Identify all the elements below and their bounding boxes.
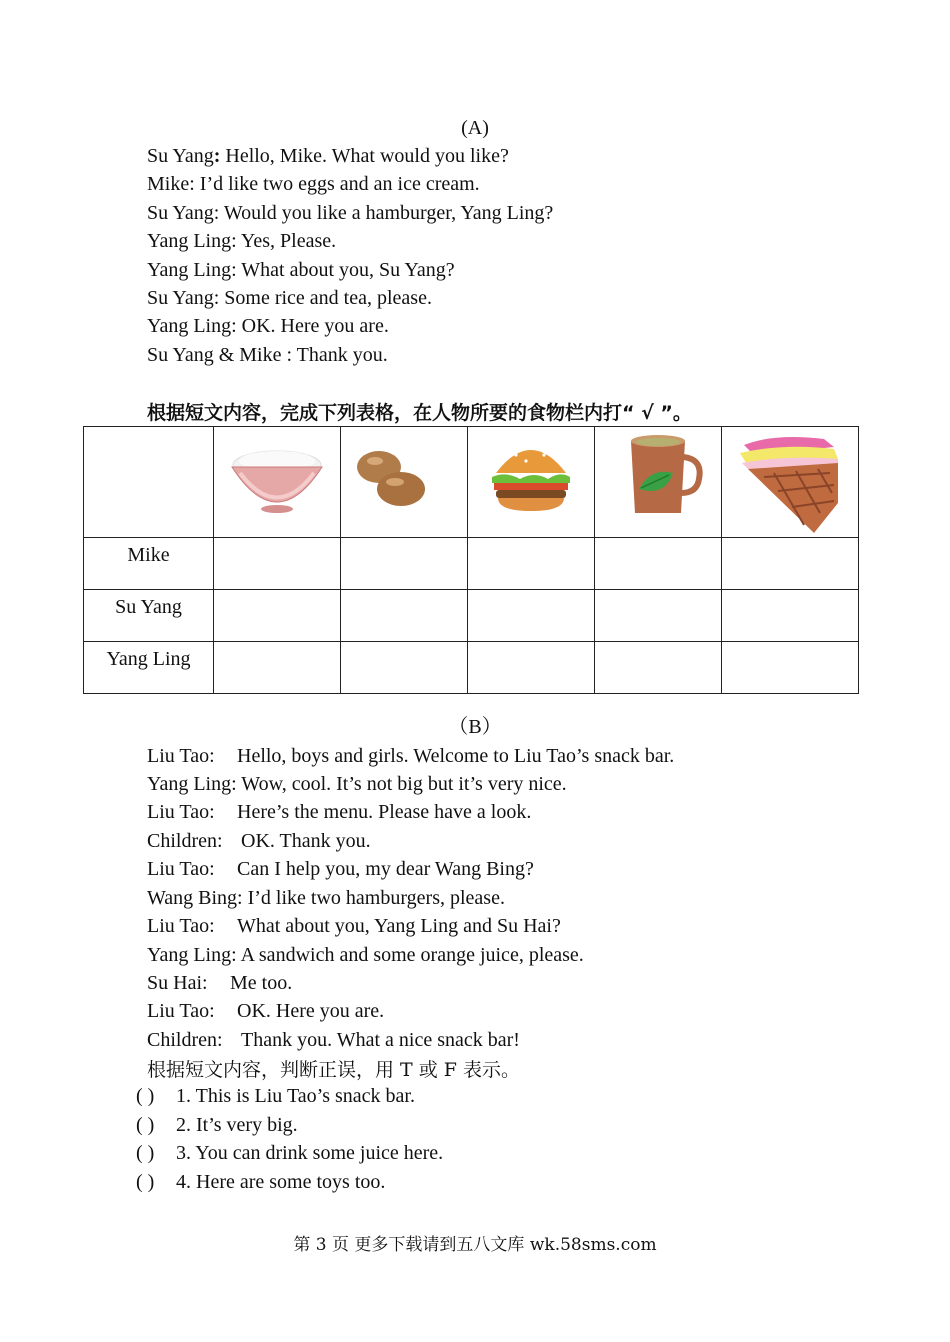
answer-cell[interactable]	[341, 642, 468, 694]
row-name: Su Yang	[84, 590, 214, 642]
dialogue-line: Children: Thank you. What a nice snack bar!	[147, 1029, 520, 1051]
dialogue-line: Yang Ling: Wow, cool. It’s not big but it’s very nice.	[147, 773, 567, 795]
tf-question: ( ) 2. It’s very big.	[136, 1111, 298, 1139]
answer-blank[interactable]: ( )	[136, 1171, 155, 1193]
tea-cup-icon	[603, 427, 713, 519]
tf-instruction: 根据短文内容，判断正误，用 T 或 F 表示。	[147, 1059, 521, 1081]
hamburger-icon	[476, 427, 586, 519]
section-a-heading: (A)	[461, 117, 489, 139]
dialogue-line: Su Yang: Hello, Mike. What would you like?	[147, 145, 509, 167]
food-cell	[468, 427, 595, 538]
food-table	[83, 426, 859, 694]
answer-cell[interactable]	[214, 538, 341, 590]
answer-cell[interactable]	[595, 642, 722, 694]
dialogue-line: Liu Tao: OK. Here you are.	[147, 1000, 385, 1022]
dialogue-line: Yang Ling: Yes, Please.	[147, 230, 337, 252]
food-cell	[722, 427, 859, 538]
answer-cell[interactable]	[341, 590, 468, 642]
row-name: Yang Ling	[84, 642, 214, 694]
ice-cream-icon	[734, 433, 846, 537]
dialogue-line: Su Yang & Mike : Thank you.	[147, 344, 388, 366]
answer-blank[interactable]: ( )	[136, 1114, 155, 1136]
table-row	[84, 590, 859, 642]
food-cell	[341, 427, 468, 538]
answer-cell[interactable]	[595, 590, 722, 642]
food-cell	[214, 427, 341, 538]
answer-cell[interactable]	[214, 590, 341, 642]
dialogue-line: Yang Ling: What about you, Su Yang?	[147, 259, 455, 281]
answer-cell[interactable]	[214, 642, 341, 694]
dialogue-line: Su Hai: Me too.	[147, 972, 293, 994]
food-cell	[595, 427, 722, 538]
dialogue-line: Wang Bing: I’d like two hamburgers, please.	[147, 887, 505, 909]
table-row	[84, 538, 859, 590]
dialogue-line: Liu Tao: What about you, Yang Ling and Su Hai?	[147, 915, 561, 937]
rice-bowl-icon	[222, 427, 332, 519]
answer-cell[interactable]	[595, 538, 722, 590]
dialogue-line: Yang Ling: A sandwich and some orange juice, please.	[147, 944, 584, 966]
dialogue-line: Su Yang: Would you like a hamburger, Yang Ling?	[147, 202, 554, 224]
eggs-icon	[349, 427, 459, 519]
dialogue-line: Children: OK. Thank you.	[147, 830, 371, 852]
table-row	[84, 642, 859, 694]
dialogue-line: Mike: I’d like two eggs and an ice cream.	[147, 173, 480, 195]
section-b-heading: （B）	[448, 716, 502, 738]
dialogue-line: Liu Tao: Here’s the menu. Please have a look.	[147, 801, 532, 823]
dialogue-line: Su Yang: Some rice and tea, please.	[147, 287, 432, 309]
table-instruction: 根据短文内容，完成下列表格，在人物所要的食物栏内打“ √ ”。	[147, 402, 692, 424]
page-footer: 第 3 页 更多下载请到五八文库 wk.58sms.com	[293, 1235, 657, 1255]
answer-cell[interactable]	[468, 538, 595, 590]
dialogue-line: Yang Ling: OK. Here you are.	[147, 315, 389, 337]
dialogue-line: Liu Tao: Can I help you, my dear Wang Bing?	[147, 858, 534, 880]
answer-cell[interactable]	[468, 590, 595, 642]
corner-cell	[84, 427, 214, 538]
tf-question: ( ) 1. This is Liu Tao’s snack bar.	[136, 1082, 415, 1110]
dialogue-line: Liu Tao: Hello, boys and girls. Welcome to Liu Tao’s snack bar.	[147, 745, 675, 767]
tf-question: ( ) 3. You can drink some juice here.	[136, 1139, 443, 1167]
answer-cell[interactable]	[722, 538, 859, 590]
answer-cell[interactable]	[341, 538, 468, 590]
answer-cell[interactable]	[722, 590, 859, 642]
answer-cell[interactable]	[468, 642, 595, 694]
row-name: Mike	[84, 538, 214, 590]
answer-blank[interactable]: ( )	[136, 1085, 155, 1107]
answer-blank[interactable]: ( )	[136, 1142, 155, 1164]
answer-cell[interactable]	[722, 642, 859, 694]
food-header-row	[84, 427, 859, 538]
tf-question: ( ) 4. Here are some toys too.	[136, 1168, 385, 1196]
